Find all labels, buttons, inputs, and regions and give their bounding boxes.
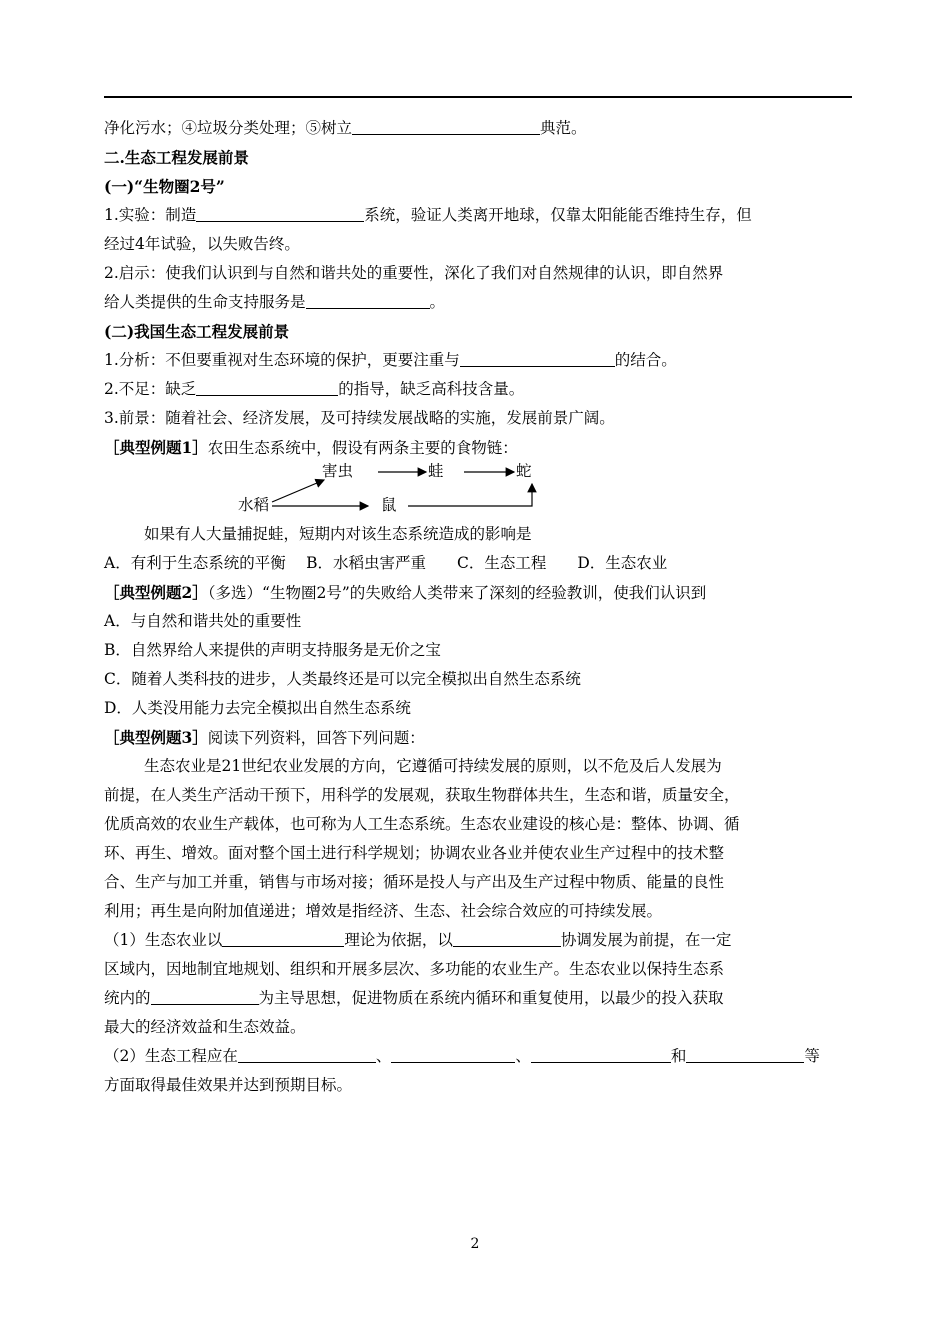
node-snake: 蛇 bbox=[516, 462, 532, 480]
text: （1）生态农业以 bbox=[104, 931, 223, 949]
fill-blank[interactable] bbox=[391, 1046, 515, 1063]
fill-blank[interactable] bbox=[686, 1046, 804, 1063]
fill-blank[interactable] bbox=[196, 379, 338, 396]
option-c: C．随着人类科技的进步，人类最终还是可以完全模拟出自然生态系统 bbox=[104, 670, 581, 688]
option-a: A．与自然和谐共处的重要性 bbox=[104, 612, 302, 630]
question-2-cont: 方面取得最佳效果并达到预期目标。 bbox=[104, 1076, 353, 1094]
fill-blank[interactable] bbox=[306, 292, 430, 309]
fill-blank[interactable] bbox=[460, 350, 615, 367]
subsection-heading: (一)“生物圈2号” bbox=[104, 177, 225, 196]
text: 1.分析：不但要重视对生态环境的保护，更要注重与 bbox=[104, 351, 460, 369]
question-1-cont: 区域内，因地制宜地规划、组织和开展多层次、多功能的农业生产。生态农业以保持生态系 bbox=[104, 960, 725, 978]
text: 和 bbox=[670, 1047, 687, 1065]
arrow-rice-pest bbox=[272, 480, 324, 502]
text: 为主导思想，促进物质在系统内循环和重复使用，以最少的投入获取 bbox=[258, 989, 724, 1007]
text: 、 bbox=[375, 1047, 392, 1065]
fill-blank[interactable] bbox=[222, 930, 344, 947]
text: （多选）“生物圈2号”的失败给人类带来了深刻的经验教训，使我们认识到 bbox=[207, 584, 707, 602]
text: 2.不足：缺乏 bbox=[104, 380, 197, 398]
text: （2）生态工程应在 bbox=[104, 1047, 238, 1065]
example-tag: ［典型例题2］ bbox=[104, 583, 208, 602]
item-inspiration: 2.启示：使我们认识到与自然和谐共处的重要性，深化了我们对自然规律的认识，即自然界 bbox=[104, 264, 724, 282]
text: 、 bbox=[515, 1047, 531, 1065]
text: 农田生态系统中，假设有两条主要的食物链： bbox=[207, 439, 518, 457]
text: 的指导，缺乏高科技含量。 bbox=[338, 380, 525, 398]
text: 1.实验：制造 bbox=[104, 206, 197, 224]
text: 等 bbox=[804, 1047, 820, 1065]
item-prospect: 3.前景：随着社会、经济发展，及可持续发展战略的实施，发展前景广阔。 bbox=[104, 409, 615, 427]
fill-blank[interactable] bbox=[151, 988, 259, 1005]
food-chain-arrows bbox=[104, 462, 854, 520]
node-frog: 蛙 bbox=[428, 462, 444, 480]
page-number: 2 bbox=[470, 1236, 480, 1252]
node-mouse: 鼠 bbox=[381, 496, 397, 514]
passage-line: 生态农业是21世纪农业发展的方向，它遵循可持续发展的原则，以不危及后人发展为 bbox=[144, 757, 722, 775]
passage-line: 利用；再生是向附加值递进；增效是指经济、生态、社会综合效应的可持续发展。 bbox=[104, 902, 663, 920]
text: 协调发展为前提，在一定 bbox=[560, 931, 732, 949]
example-1 bbox=[104, 433, 854, 462]
item-analysis bbox=[104, 346, 854, 375]
question-1-cont: 最大的经济效益和生态效益。 bbox=[104, 1018, 306, 1036]
fill-blank[interactable] bbox=[453, 930, 561, 947]
item-inspiration-cont bbox=[104, 288, 854, 317]
fill-blank[interactable] bbox=[531, 1046, 671, 1063]
item-experiment-cont: 经过4年试验，以失败告终。 bbox=[104, 235, 300, 253]
text: 给人类提供的生命支持服务是 bbox=[104, 293, 306, 311]
option-d: D．人类没用能力去完全模拟出自然生态系统 bbox=[104, 699, 411, 717]
text: 理论为依据，以 bbox=[344, 931, 453, 949]
text: 阅读下列资料，回答下列问题： bbox=[207, 729, 425, 747]
subsection-heading: (二)我国生态工程发展前景 bbox=[104, 322, 290, 341]
option-b: B．自然界给人来提供的声明支持服务是无价之宝 bbox=[104, 641, 441, 659]
text: 系统，验证人类离开地球，仅靠太阳能能否维持生存，但 bbox=[364, 206, 752, 224]
food-chain-diagram bbox=[104, 462, 854, 520]
example-1-options: A．有利于生态系统的平衡 B．水稻虫害严重 C．生态工程 D．生态农业 bbox=[104, 554, 668, 572]
text: 典范。 bbox=[540, 119, 587, 137]
text: 统内的 bbox=[104, 989, 151, 1007]
example-2 bbox=[104, 578, 854, 607]
fill-blank[interactable] bbox=[238, 1046, 376, 1063]
text: 净化污水；④垃圾分类处理；⑤树立 bbox=[104, 119, 353, 137]
example-tag: ［典型例题1］ bbox=[104, 438, 208, 457]
fill-blank[interactable] bbox=[352, 118, 540, 135]
question-1-cont bbox=[104, 984, 854, 1013]
text: 。 bbox=[429, 293, 446, 311]
text: 的结合。 bbox=[614, 351, 677, 369]
passage-line: 前提，在人类生产活动干预下，用科学的发展观，获取生物群体共生，生态和谐，质量安全， bbox=[104, 786, 740, 804]
arrow-mouse-snake bbox=[408, 484, 532, 506]
node-pest: 害虫 bbox=[322, 462, 354, 480]
passage-line: 合、生产与加工并重，销售与市场对接；循环是投人与产出及生产过程中物质、能量的良性 bbox=[104, 873, 725, 891]
example-tag: ［典型例题3］ bbox=[104, 728, 208, 747]
passage-line: 环、再生、增效。面对整个国土进行科学规划；协调农业各业并使农业生产过程中的技术整 bbox=[104, 844, 725, 862]
fill-blank[interactable] bbox=[196, 205, 364, 222]
header-rule bbox=[104, 96, 852, 98]
item-shortage bbox=[104, 375, 854, 404]
question-1 bbox=[104, 926, 854, 955]
item-experiment bbox=[104, 201, 854, 230]
node-rice: 水稻 bbox=[238, 496, 270, 514]
line-continuation bbox=[104, 114, 854, 143]
passage-line: 优质高效的农业生产载体，也可称为人工生态系统。生态农业建设的核心是：整体、协调、循 bbox=[104, 815, 740, 833]
example-1-question: 如果有人大量捕捉蛙，短期内对该生态系统造成的影响是 bbox=[144, 525, 532, 543]
question-2 bbox=[104, 1042, 854, 1071]
example-3 bbox=[104, 723, 854, 752]
document-body bbox=[104, 114, 854, 1100]
section-heading: 二.生态工程发展前景 bbox=[104, 148, 249, 167]
